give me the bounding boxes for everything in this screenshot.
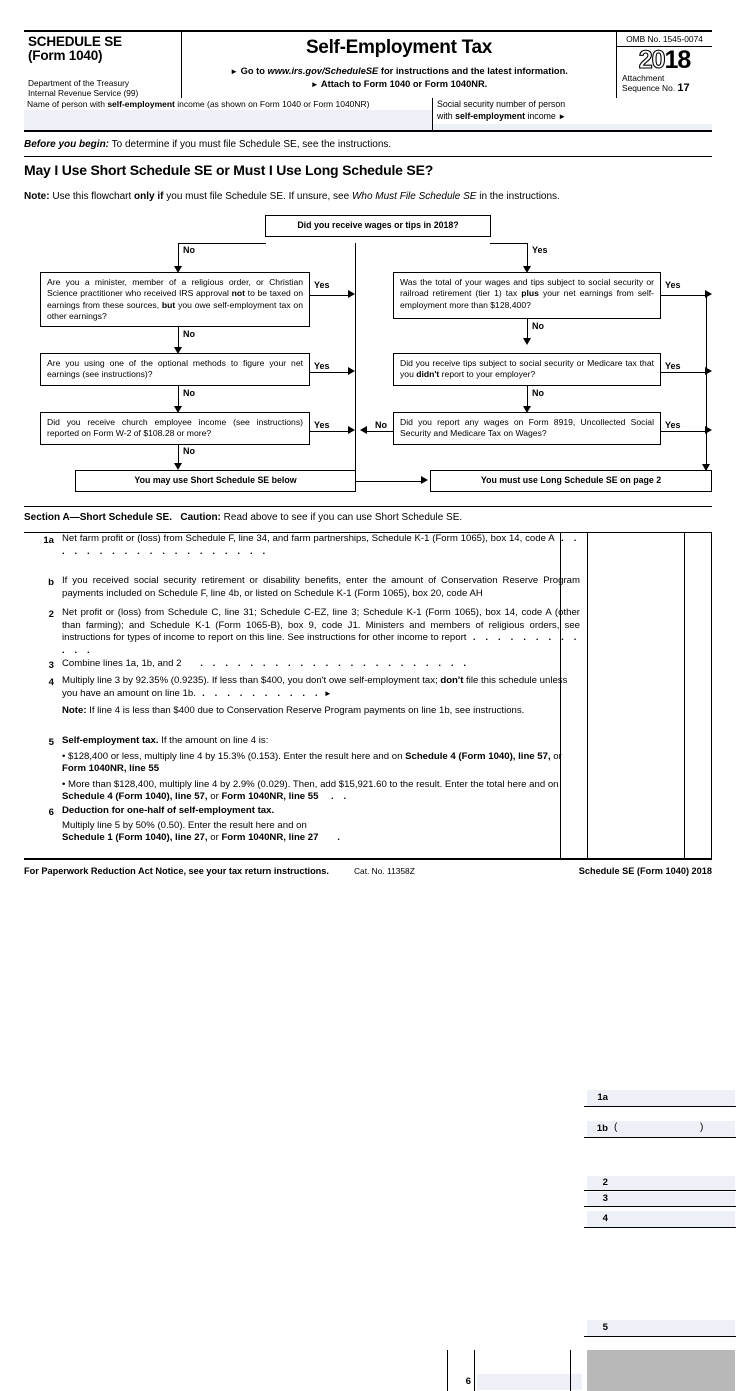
dot-leader-4: . . . . . . . . . .: [195, 687, 322, 699]
label-no-right-3: No: [375, 420, 387, 430]
line-number-1b: b: [48, 577, 54, 588]
section-heading: May I Use Short Schedule SE or Must I Use Long Schedule SE?: [24, 162, 434, 178]
department-line1: Department of the Treasury: [28, 78, 129, 88]
catalog-number: Cat. No. 11358Z: [354, 866, 415, 876]
line-text-3: Combine lines 1a, 1b, and 2 . . . . . . . . . . . . . . . . . . . . . .: [62, 658, 470, 669]
section-a-header: [24, 512, 462, 523]
flow-question-form-8919: Did you report any wages on Form 8919, Uncollected Social Security and Medicare Tax on Wages?: [393, 412, 661, 445]
omb-number: OMB No. 1545-0074: [617, 32, 712, 47]
line6-shaded-block: [587, 1350, 735, 1391]
label-yes-right-3: Yes: [665, 420, 681, 430]
connector-top-left-v: [178, 243, 179, 268]
dot-leader-5: . .: [318, 791, 350, 803]
amount-box-6[interactable]: [477, 1374, 582, 1390]
label-no-right-2: No: [532, 388, 544, 398]
line-number-5: 5: [48, 737, 54, 748]
amount-box-2[interactable]: [587, 1176, 735, 1190]
label-yes-left-2: Yes: [314, 361, 330, 371]
name-field-label: Name of person with self-employment income (as shown on Form 1040 or Form 1040NR): [24, 98, 432, 110]
table-row: [24, 533, 712, 561]
line-6-heading: Deduction for one-half of self-employment tax.: [62, 805, 275, 816]
label-yes-left-1: Yes: [314, 280, 330, 290]
form-footer: [24, 866, 712, 876]
connector-right-trunk-v: [706, 295, 707, 471]
connector-right2-yes-h: [661, 372, 707, 373]
arrow-left2-yes: [348, 367, 355, 375]
connector-left2-no-v: [178, 386, 179, 408]
arrow-left-collector: [421, 476, 428, 484]
amount-box-3[interactable]: [587, 1192, 735, 1206]
flowchart-note: Note: Use this flowchart only if you must file Schedule SE. If unsure, see Who Must File Schedule SE in the instructions.: [24, 191, 560, 202]
connector-top-right-v: [527, 243, 528, 268]
amount-label-4: 4: [602, 1213, 608, 1224]
line-text-2: Net profit or (loss) from Schedule C, line 31; Schedule C-EZ, line 3; Schedule K-1 (Form 1065), box 14, code A (other than farming); and Schedule K-1 (Form 1065-B), box 9, code J1. Ministers and members of religious orders, see instructions for types of income to report on this line. See instructions for other income to report . . . . . . . . . . . .: [62, 607, 580, 656]
connector-left-collector-h: [355, 481, 423, 482]
connector-left-collector-v: [355, 243, 356, 481]
line-text-6: [62, 805, 437, 845]
connector-left2-yes-h: [310, 372, 350, 373]
connector-left1-no-v: [178, 327, 179, 349]
row-border-1b: [584, 1137, 736, 1138]
flow-question-church-income: Did you receive church employee income (see instructions) reported on Form W-2 of $108.28 or more?: [40, 412, 310, 445]
amount-box-5[interactable]: [587, 1320, 735, 1336]
label-yes-left-3: Yes: [314, 420, 330, 430]
dot-leader-2: . . . . . . . . . . . .: [62, 632, 580, 656]
row-border-4: [584, 1227, 736, 1228]
ssn-field-label: Social security number of person with self-employment income ►: [433, 98, 712, 124]
flow-question-wages-over-limit: Was the total of your wages and tips subject to social security or railroad retirement (tier 1) tax plus your net earnings from self-employment more than $128,400?: [393, 272, 661, 319]
connector-left1-yes-h: [310, 295, 350, 296]
amount-box-4[interactable]: [587, 1211, 735, 1227]
right-triangle-icon-3: ►: [558, 111, 567, 121]
amount-box-1a[interactable]: [587, 1090, 735, 1106]
amount-label-2: 2: [602, 1177, 608, 1188]
flow-question-minister: Are you a minister, member of a religious order, or Christian Science practitioner who received IRS approval not to be taxed on earnings from these sources, but you owe self-employment tax on other earnings?: [40, 272, 310, 327]
schedule-title-line1: SCHEDULE SE: [28, 34, 122, 49]
line-number-4: 4: [48, 677, 54, 688]
line6-cell-left-border: [447, 1350, 448, 1391]
divider-rule-bottom: [24, 858, 712, 860]
line-number-3: 3: [48, 660, 54, 671]
amount-box-1b[interactable]: [587, 1121, 735, 1137]
connector-right2-no-v: [527, 386, 528, 408]
dot-leader-1a: . . . . . . . . . . . . . . . . . . .: [62, 533, 580, 557]
goto-prefix: Go to: [240, 66, 265, 76]
line6-label-divider: [474, 1350, 475, 1391]
amount-label-5: 5: [602, 1322, 608, 1333]
row-border-3: [584, 1206, 736, 1207]
sequence-label: Sequence No.: [622, 83, 676, 93]
connector-right1-no-v: [527, 319, 528, 340]
line-number-2: 2: [48, 609, 54, 620]
line-text-5: [62, 735, 580, 804]
goto-url[interactable]: www.irs.gov/ScheduleSE: [267, 66, 379, 76]
note-label: Note:: [24, 191, 50, 202]
row-border-5: [584, 1336, 736, 1337]
attachment-label: Attachment: [622, 73, 665, 83]
form-reference: Schedule SE (Form 1040) 2018: [578, 866, 712, 876]
schedule-title-line2: (Form 1040): [28, 48, 103, 63]
label-no-left-2: No: [183, 388, 195, 398]
flow-question-optional-methods: Are you using one of the optional methods to figure your net earnings (see instructions)?: [40, 353, 310, 386]
amount-label-1b: 1b: [596, 1123, 608, 1134]
line-text-4: Multiply line 3 by 92.35% (0.9235). If less than $400, you don't owe self-employment tax; don't file this schedule unless you have an amount on line 1b. . . . . . . . . . . ►: [62, 675, 568, 699]
flow-question-unreported-tips: Did you receive tips subject to social security or Medicare tax that you didn't report to your employer?: [393, 353, 661, 386]
line-5-heading: Self-employment tax. If the amount on line 4 is:: [62, 735, 269, 746]
tax-year-century: 20: [638, 46, 665, 74]
before-you-begin-label: Before you begin:: [24, 139, 110, 150]
line-6-body-2: Schedule 1 (Form 1040), line 27, or Form 1040NR, line 27 .: [62, 832, 344, 844]
attach-text: Attach to Form 1040 or Form 1040NR.: [320, 79, 488, 89]
dot-leader-3: . . . . . . . . . . . . . . . . . . . . . .: [181, 658, 470, 669]
connector-right3-yes-h: [661, 431, 707, 432]
label-no-left-3: No: [183, 446, 195, 456]
goto-suffix: for instructions and the latest information.: [380, 66, 568, 76]
tax-year-digits: 18: [664, 46, 691, 74]
arrow-right1-no: [523, 338, 531, 345]
connector-left3-no-v: [178, 445, 179, 465]
arrow-left3-no: [174, 463, 182, 470]
label-no-right-1: No: [532, 321, 544, 331]
row-border-2: [584, 1190, 736, 1191]
sequence-number: 17: [677, 82, 690, 94]
table-row: [24, 575, 712, 603]
before-you-begin-text: To determine if you must file Schedule SE, see the instructions.: [109, 139, 392, 150]
right-triangle-icon: ►: [230, 67, 239, 76]
row-border-1a: [584, 1106, 736, 1107]
arrow-left3-yes: [348, 426, 355, 434]
line-number-6: 6: [48, 807, 54, 818]
line-number-1a: 1a: [43, 535, 54, 546]
label-no-left-1: No: [183, 329, 195, 339]
paren-open-1b: (: [614, 1122, 618, 1133]
right-triangle-icon-4: ►: [323, 688, 332, 698]
flow-question-wages-tips: Did you receive wages or tips in 2018?: [265, 215, 491, 237]
label-yes-right-2: Yes: [665, 361, 681, 371]
label-yes-right-1: Yes: [665, 280, 681, 290]
paren-close-1b: ): [700, 1122, 704, 1133]
amount-label-3: 3: [602, 1193, 608, 1204]
arrow-right3-no: [360, 426, 367, 434]
amount-label-6: 6: [465, 1376, 471, 1387]
page-title: Self-Employment Tax: [305, 37, 493, 58]
cents-divider-line-6: [570, 1350, 571, 1391]
line-text-1b: If you received social security retirement or disability benefits, enter the amount of Conservation Reserve Program payments included on Schedule F, line 4b, or listed on Schedule K-1 (Form 1065), box 20, code AH: [62, 575, 580, 599]
line-6-body-1: Multiply line 5 by 50% (0.50). Enter the result here and on: [62, 819, 307, 831]
line-4-note-text: Note: If line 4 is less than $400 due to Conservation Reserve Program payments on line 1b, see instructions.: [62, 705, 525, 716]
department-line2: Internal Revenue Service (99): [28, 88, 139, 98]
line-5-bullet-1: • $128,400 or less, multiply line 4 by 15.3% (0.153). Enter the result here and on Schedule 4 (Form 1040), line 57, or Form 1040NR, line 55: [62, 750, 562, 775]
flow-outcome-short-schedule: You may use Short Schedule SE below: [75, 470, 356, 492]
caution-text: Read above to see if you can use Short Schedule SE.: [220, 512, 463, 523]
connector-right3-no-h: [366, 431, 394, 432]
section-a-title: Section A—Short Schedule SE.: [24, 512, 172, 523]
connector-right1-yes-h: [661, 295, 707, 296]
label-yes-top: Yes: [532, 245, 548, 255]
arrow-left1-yes: [348, 290, 355, 298]
line-5-bullet-2: • More than $128,400, multiply line 4 by 2.9% (0.029). Then, add $15,921.60 to the result. Enter the total here and on Schedule 4 (Form 1040), line 57, or Form 1040NR, line 55 . .: [62, 778, 559, 803]
divider-rule-2: [24, 506, 712, 507]
connector-top-right-h: [490, 243, 528, 244]
caution-label: Caution:: [180, 512, 221, 523]
amount-label-1a: 1a: [597, 1092, 608, 1103]
line-text-1a: Net farm profit or (loss) from Schedule F, line 34, and farm partnerships, Schedule K-1 (Form 1065), box 14, code A . . . . . . . . . . . . . . . . . . .: [62, 533, 580, 557]
paperwork-notice: For Paperwork Reduction Act Notice, see your tax return instructions.: [24, 866, 329, 876]
flow-outcome-long-schedule: You must use Long Schedule SE on page 2: [430, 470, 712, 492]
dot-leader-6: .: [318, 832, 344, 844]
right-triangle-icon-2: ►: [310, 80, 319, 89]
label-no-top: No: [183, 245, 195, 255]
connector-left3-yes-h: [310, 431, 350, 432]
